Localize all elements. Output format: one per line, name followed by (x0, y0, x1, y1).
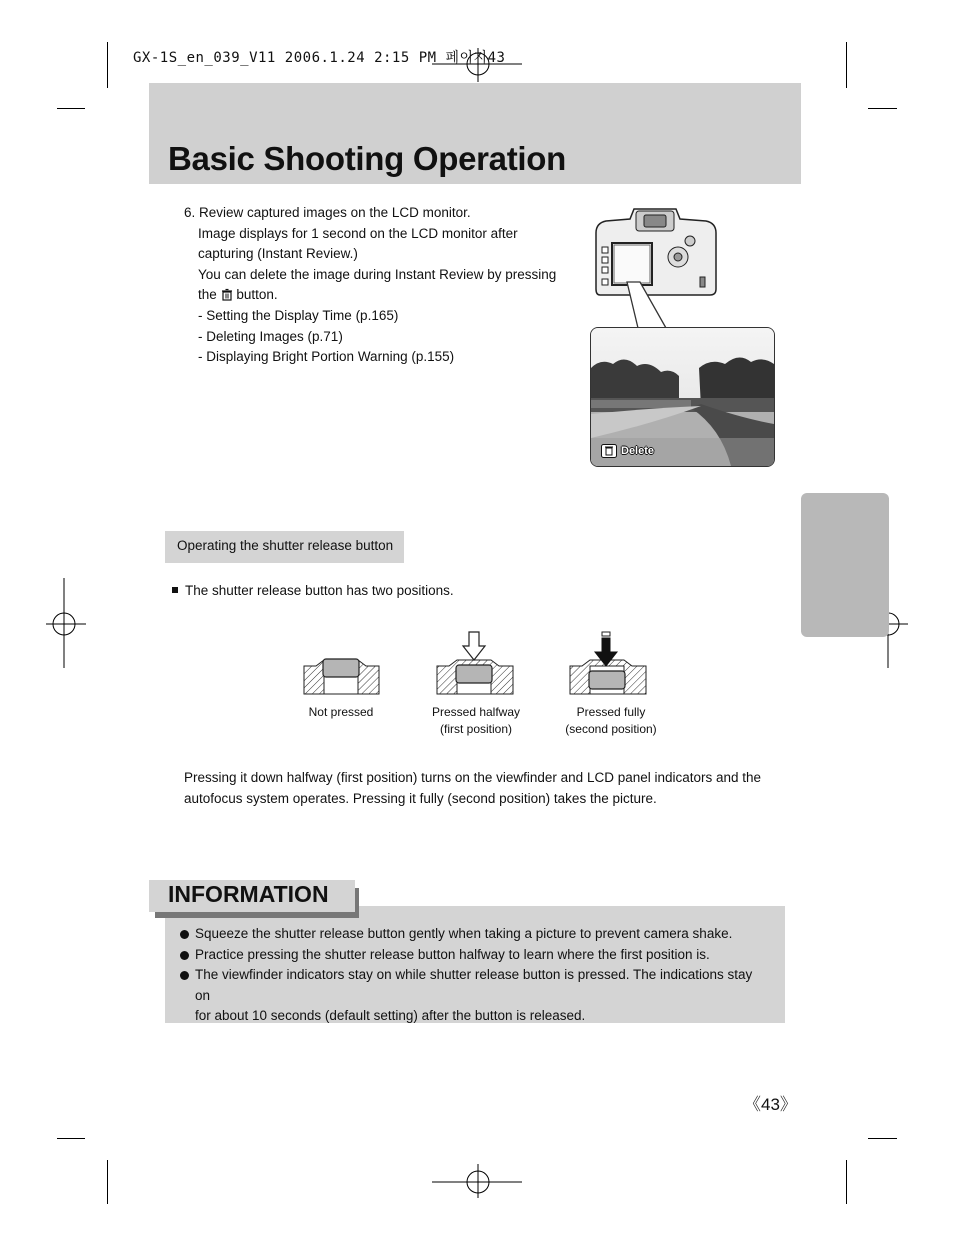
information-item-text: The viewfinder indicators stay on while shutter release button is pressed. The indications stay on (195, 967, 753, 1003)
registration-mark-icon (42, 578, 88, 670)
page-number: 《43》 (744, 1095, 797, 1114)
caption-not-pressed (296, 704, 386, 721)
information-item-text: Squeeze the shutter release button gently when taking a picture to prevent camera shake. (195, 926, 733, 941)
crop-mark-icon (868, 108, 897, 109)
caption-line: (second position) (565, 722, 657, 736)
step-6-text (184, 203, 564, 368)
section-label (165, 531, 404, 563)
crop-mark-icon (868, 1138, 897, 1139)
step-line: capturing (Instant Review.) (198, 246, 358, 262)
down-arrow-icon (463, 632, 485, 660)
callout-pointer (618, 280, 678, 330)
page-title: Basic Shooting Operation (168, 140, 567, 177)
information-item (180, 945, 770, 966)
step-line-pre: the (198, 287, 217, 303)
not-pressed-diagram (304, 659, 379, 694)
step-line: 6. Review captured images on the LCD monitor. (184, 205, 471, 220)
section-label-text: Operating the shutter release button (177, 538, 394, 553)
paragraph-line: autofocus system operates. Pressing it fully (second position) takes the picture. (184, 790, 657, 806)
print-header: GX-1S_en_039_V11 2006.1.24 2:15 PM 페이지43 (133, 50, 506, 66)
step-line (184, 285, 564, 306)
information-item-text: Practice pressing the shutter release button halfway to learn where the first position is. (195, 946, 710, 962)
crop-mark-icon (846, 42, 847, 88)
ref-bright-portion-warning: - Displaying Bright Portion Warning (p.155) (198, 349, 455, 365)
shutter-intro-text: The shutter release button has two positions. (185, 583, 454, 598)
explanation-paragraph (184, 768, 784, 809)
bullet-icon (180, 951, 189, 960)
information-item (180, 965, 770, 1006)
trash-icon (221, 288, 233, 301)
ref-setting-display-time: - Setting the Display Time (p.165) (198, 307, 399, 323)
pressed-halfway-diagram (437, 632, 513, 694)
caption-line: (first position) (439, 722, 513, 736)
step-line: Image displays for 1 second on the LCD monitor after (198, 225, 518, 241)
bullet-icon (180, 971, 189, 980)
crop-mark-icon (57, 1138, 85, 1139)
trash-icon (601, 444, 617, 458)
shutter-position-diagram (300, 628, 660, 700)
crop-mark-icon (107, 42, 108, 88)
information-list (180, 924, 770, 1027)
crop-mark-icon (846, 1160, 847, 1204)
chapter-side-tab (801, 493, 889, 637)
crop-mark-icon (107, 1160, 108, 1204)
information-item-text: for about 10 seconds (default setting) after the button is released. (195, 1008, 586, 1024)
caption-line: Pressed fully (576, 705, 646, 719)
review-photo (590, 327, 775, 467)
information-item-continuation (180, 1006, 770, 1027)
delete-label: Delete (621, 445, 655, 457)
square-bullet-icon (172, 587, 178, 593)
registration-mark-icon (432, 1162, 524, 1202)
paragraph-line: Pressing it down halfway (first position) turns on the viewfinder and LCD panel indicators and the (184, 770, 762, 785)
information-item (180, 924, 770, 945)
crop-mark-icon (57, 108, 85, 109)
information-heading: INFORMATION (168, 881, 329, 907)
caption-pressed-halfway (421, 704, 531, 738)
caption-line: Not pressed (308, 705, 374, 719)
ref-deleting-images: - Deleting Images (p.71) (198, 328, 343, 344)
caption-line: Pressed halfway (431, 705, 521, 719)
pressed-fully-diagram (570, 632, 646, 694)
shutter-intro (172, 583, 454, 598)
step-line-post: button. (236, 287, 278, 303)
caption-pressed-fully (556, 704, 666, 738)
step-line: You can delete the image during Instant Review by pressing (198, 266, 557, 282)
delete-overlay (601, 444, 654, 458)
bullet-icon (180, 930, 189, 939)
